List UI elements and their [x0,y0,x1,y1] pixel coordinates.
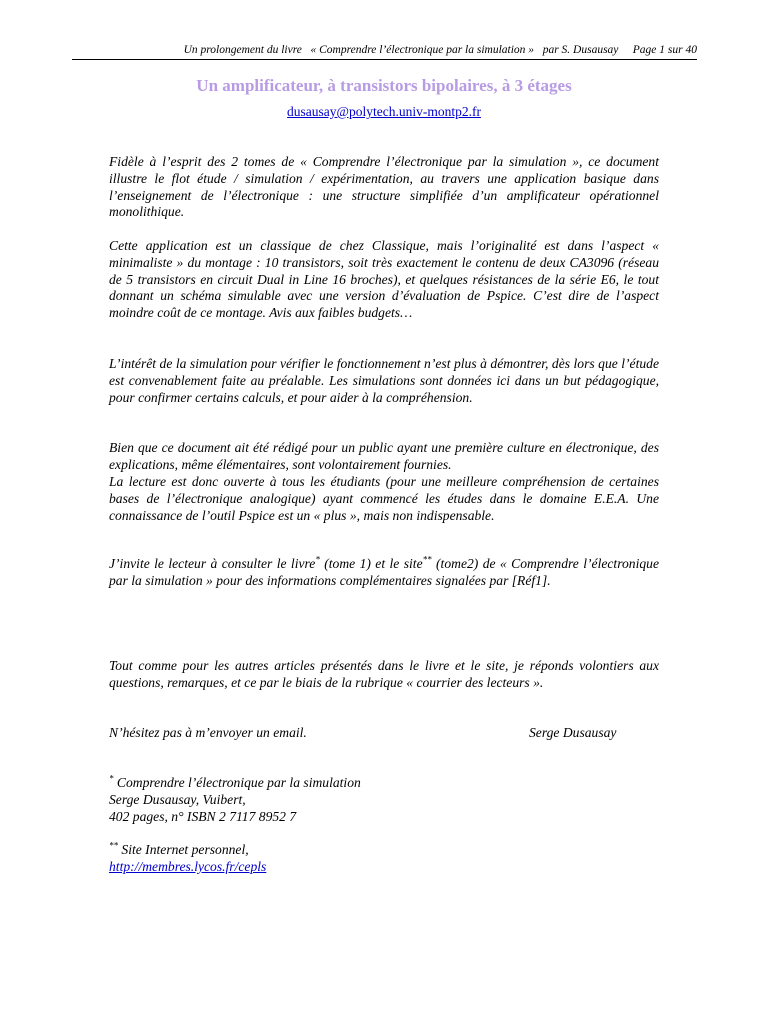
invitation-text-b: (tome 1) et le site [319,556,423,571]
page-header [72,44,697,60]
site-reference [109,842,659,876]
book-reference-mark: * [109,773,114,784]
book-title-text: Comprendre l’électronique par la simulation [113,775,361,790]
site-url-link[interactable]: http://membres.lycos.fr/cepls [109,858,267,874]
application-paragraph: Cette application est un classique de chez Classique, mais l’originalité est dans l’aspect « minimaliste » du montage : 10 transistors, soit très exactement le contenu de deux CA3096 (réseau de 5 transistors en circuit Dual in Line 16 broches), et quelques résistances de la série E6, le tout donnant un schéma simulable avec une version d’évaluation de Pspice. C’est dire de l’aspect moindre coût de ce montage. Avis aux faibles budgets… [109,238,659,321]
closing-invite: N’hésitez pas à m’envoyer un email. [109,725,307,740]
simulation-paragraph: L’intérêt de la simulation pour vérifier le fonctionnement n’est plus à démontrer, dès lors que l’étude est convenablement faite au préalable. Les simulations sont données ici dans un but pédagogique, pour confirmer certains calculs, et pour aider à la compréhension. [109,356,659,405]
audience-paragraph: Bien que ce document ait été rédigé pour un public ayant une première culture en électronique, des explications, même élémentaires, sont volontairement fournies. [109,440,659,472]
footnote-marker-book: * [315,554,320,565]
email-link[interactable]: dusausay@polytech.univ-montp2.fr [287,104,481,119]
signature: Serge Dusausay [529,725,617,740]
site-reference-title [109,842,659,859]
author-email [0,104,768,120]
invitation-text-a: J’invite le lecteur à consulter le livre [109,556,316,571]
book-reference-title [109,775,659,792]
document-title: Un amplificateur, à transistors bipolaires, à 3 étages [196,76,572,95]
closing-row [109,725,659,742]
intro-paragraph: Fidèle à l’esprit des 2 tomes de « Comprendre l’électronique par la simulation », ce document illustre le flot étude / simulation / expérimentation, au travers une application basique dans l’enseignement de l’électronique : une structure simplifiée d’un amplificateur opérationnel monolithique. [109,154,659,220]
footnote-marker-site: ** [422,554,432,565]
book-reference [109,775,659,825]
readership-paragraph: La lecture est donc ouverte à tous les étudiants (pour une meilleure compréhension de certaines bases de l’électronique analogique) ayant commencé les études dans le domaine E.E.A. Une connaissance de l’outil Pspice est un « plus », mais non indispensable. [109,474,659,523]
contact-paragraph: Tout comme pour les autres articles présentés dans le livre et le site, je réponds volontiers aux questions, remarques, et ce par le biais de la rubrique « courrier des lecteurs ». [109,658,659,690]
invitation-paragraph [109,556,659,590]
header-author: par S. Dusausay [534,44,619,56]
invitation-text-c: (tome2) de « Comprendre l’électronique par la simulation » pour des informations complémentaires signalées par [Réf1]. [109,556,659,588]
header-book-reference: Un prolongement du livre « Comprendre l’électronique par la simulation » [183,44,535,56]
book-reference-details: 402 pages, n° ISBN 2 7117 8952 7 [109,808,297,824]
site-title-text: Site Internet personnel, [118,842,249,857]
site-reference-mark: ** [109,840,118,851]
header-page-number: Page 1 sur 40 [618,44,697,56]
book-reference-author: Serge Dusausay, Vuibert, [109,791,246,807]
